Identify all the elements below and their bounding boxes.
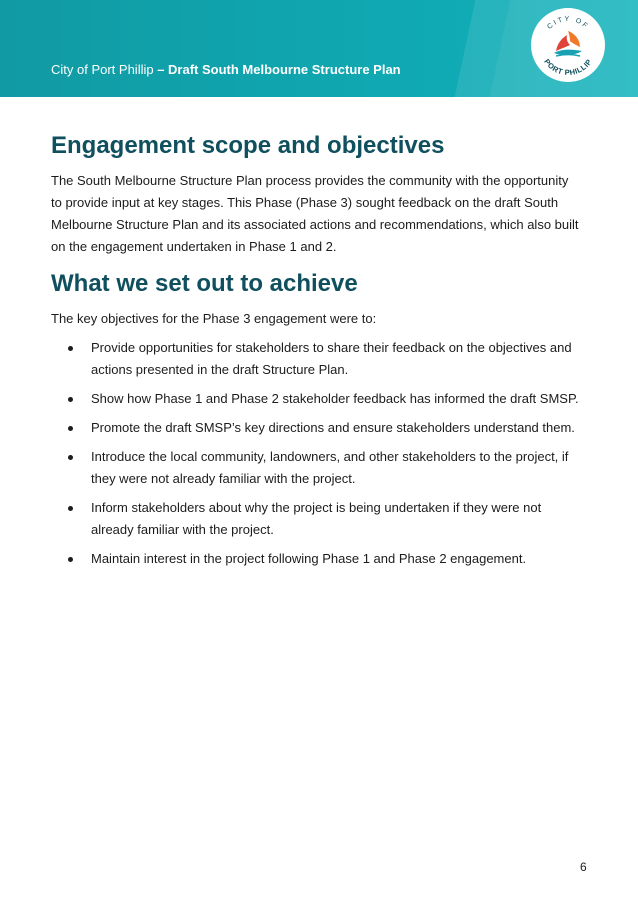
list-item — [51, 497, 581, 541]
section-heading-engagement-scope: Engagement scope and objectives — [51, 132, 445, 159]
city-of-port-phillip-logo — [530, 7, 606, 83]
list-item-text: Maintain interest in the project following Phase 1 and Phase 2 engagement. — [91, 551, 527, 566]
section-heading-what-we-set-out: What we set out to achieve — [51, 270, 358, 297]
page-header — [0, 0, 638, 97]
header-title — [51, 62, 401, 77]
list-item — [51, 417, 581, 439]
list-item-text: Introduce the local community, landowners, and other stakeholders to the project, if they were not already familiar with the project. — [91, 449, 569, 486]
objectives-intro: The key objectives for the Phase 3 engagement were to: — [51, 311, 377, 326]
bullet-icon — [68, 557, 73, 562]
objectives-list — [51, 337, 581, 570]
page-content — [51, 130, 581, 577]
header-doc-title: – Draft South Melbourne Structure Plan — [153, 62, 401, 77]
list-item-text: Provide opportunities for stakeholders to share their feedback on the objectives and actions presented in the draft Structure Plan. — [91, 340, 572, 377]
page-number: 6 — [580, 860, 587, 874]
list-item — [51, 446, 581, 490]
bullet-icon — [68, 426, 73, 431]
list-item — [51, 337, 581, 381]
bullet-icon — [68, 346, 73, 351]
logo-text-top: CITY OF — [546, 15, 590, 31]
list-item — [51, 548, 581, 570]
bullet-icon — [68, 506, 73, 511]
bullet-icon — [68, 455, 73, 460]
header-org: City of Port Phillip — [51, 62, 154, 77]
logo-text-bottom: PORT PHILLIP — [542, 57, 594, 78]
bullet-icon — [68, 397, 73, 402]
list-item-text: Show how Phase 1 and Phase 2 stakeholder feedback has informed the draft SMSP. — [91, 391, 579, 406]
list-item-text: Promote the draft SMSP’s key directions and ensure stakeholders understand them. — [91, 420, 575, 435]
list-item-text: Inform stakeholders about why the project is being undertaken if they were not already familiar with the project. — [91, 500, 542, 537]
list-item — [51, 388, 581, 410]
section-body-engagement-scope: The South Melbourne Structure Plan process provides the community with the opportunity to provide input at key stages. This Phase (Phase 3) sought feedback on the draft South Melbourne Structure Plan and its associated actions and recommendations, which also built on the engagement undertaken in Phase 1 and 2. — [51, 173, 579, 254]
